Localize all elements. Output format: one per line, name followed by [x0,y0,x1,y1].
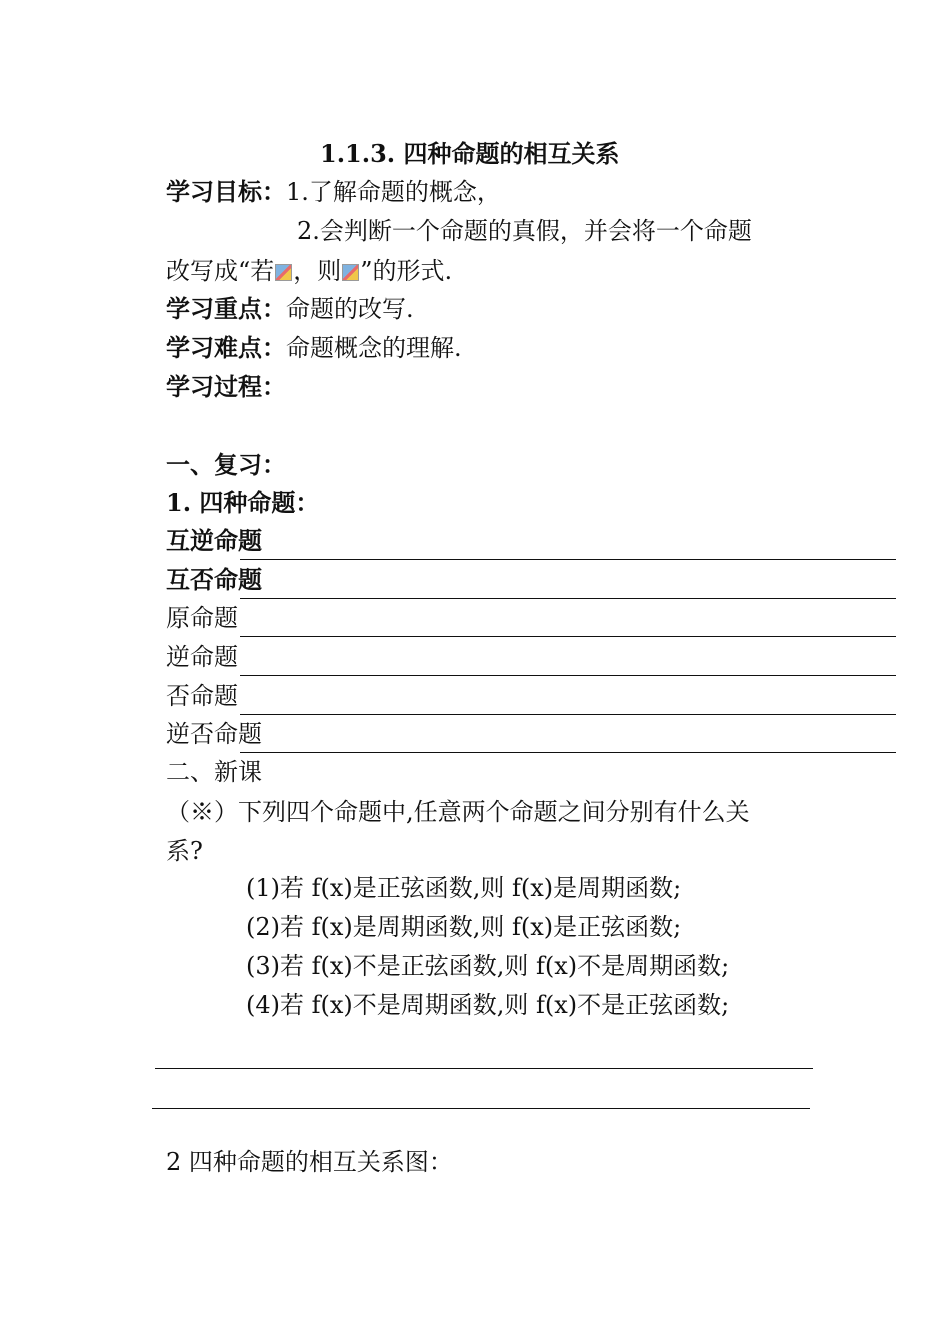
review-item-mutual-converse: 互逆命题 [166,526,262,555]
key-points-label: 学习重点： [166,294,286,323]
answer-line [152,1108,810,1109]
key-points-row [166,294,414,324]
difficulties-label: 学习难点： [166,333,286,362]
objective-2-part-c: ”的形式. [360,257,453,285]
broken-image-icon [342,264,359,281]
answer-line [240,752,896,753]
broken-image-icon [275,264,292,281]
proposition-3: (3)若 f(x)不是正弦函数,则 f(x)不是周期函数; [246,952,730,980]
proposition-4: (4)若 f(x)不是周期函数,则 f(x)不是正弦函数; [246,991,730,1019]
proposition-2: (2)若 f(x)是周期函数,则 f(x)是正弦函数; [246,913,682,941]
objective-2-part-b: ，则 [293,257,342,285]
answer-line [155,1068,813,1069]
review-item-inverse: 否命题 [166,682,238,710]
answer-line [240,636,896,637]
answer-line [240,675,896,676]
new-lesson-heading: 二、新课 [166,758,262,786]
question-line-1: （※）下列四个命题中,任意两个命题之间分别有什么关 [166,798,750,826]
review-item-contrapositive: 逆否命题 [166,720,262,748]
relationship-diagram-heading: 2 四种命题的相互关系图： [166,1148,453,1176]
answer-line [240,714,896,715]
review-item-converse: 逆命题 [166,643,238,671]
review-item-mutual-inverse: 互否命题 [166,565,262,594]
question-line-2: 系? [166,837,203,865]
page-title: 1.1.3. 四种命题的相互关系 [320,139,620,168]
answer-line [240,559,896,560]
proposition-1: (1)若 f(x)是正弦函数,则 f(x)是周期函数; [246,874,682,902]
objective-1: 1.了解命题的概念， [286,178,501,206]
objectives-row-1 [166,177,501,207]
difficulties-text: 命题概念的理解. [286,334,462,362]
answer-line [240,598,896,599]
objectives-label: 学习目标： [166,177,286,206]
four-propositions-heading: 1. 四种命题： [166,488,320,517]
difficulties-row [166,333,462,363]
objective-2-continued [166,256,452,286]
objective-2-part-a: 改写成“若 [166,257,275,285]
key-points-text: 命题的改写. [286,295,414,323]
review-heading: 一、复习： [166,450,286,479]
objective-2: 2.会判断一个命题的真假，并会将一个命题 [297,217,752,245]
process-label: 学习过程： [166,372,286,401]
review-item-original: 原命题 [166,604,238,632]
